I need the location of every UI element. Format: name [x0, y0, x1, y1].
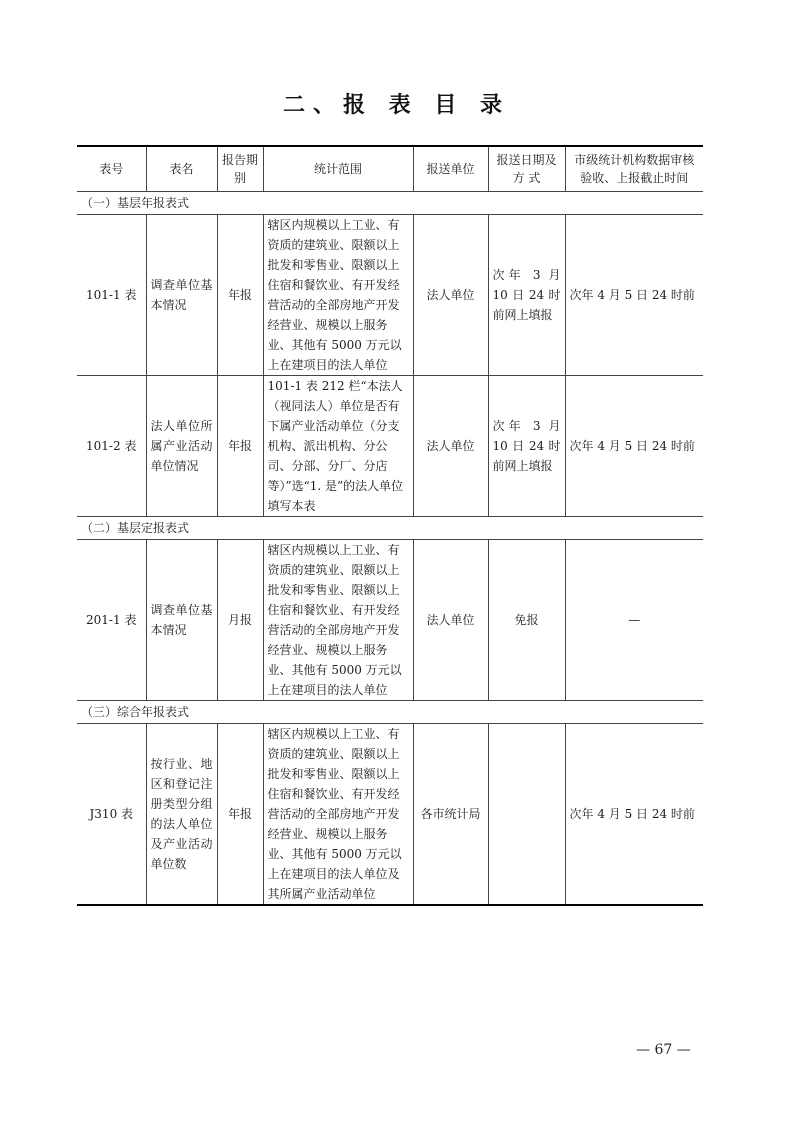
cell-date: 次年 3 月 10 日 24 时前网上填报: [488, 376, 565, 517]
cell-unit: 法人单位: [413, 540, 488, 701]
cell-deadline: 次年 4 月 5 日 24 时前: [565, 724, 703, 906]
header-deadline: 市级统计机构数据审核验收、上报截止时间: [565, 146, 703, 192]
cell-code: 101-2 表: [77, 376, 146, 517]
table-row: [77, 724, 703, 906]
page-number: — 67 —: [636, 1042, 691, 1058]
table-row: [77, 376, 703, 517]
page-title: 二、报 表 目 录: [283, 93, 510, 118]
cell-name: 调查单位基本情况: [146, 215, 217, 376]
cell-scope: 辖区内规模以上工业、有资质的建筑业、限额以上批发和零售业、限额以上住宿和餐饮业、有开发经营活动的全部房地产开发经营业、规模以上服务业、其他有 5000 万元以上在建项目的法人单位及其所属产业活动单位: [263, 724, 413, 906]
cell-date: [488, 724, 565, 906]
table-row: [77, 215, 703, 376]
cell-scope: 辖区内规模以上工业、有资质的建筑业、限额以上批发和零售业、限额以上住宿和餐饮业、有开发经营活动的全部房地产开发经营业、规模以上服务业、其他有 5000 万元以上在建项目的法人单位: [263, 540, 413, 701]
cell-period: 月报: [217, 540, 263, 701]
cell-period: 年报: [217, 376, 263, 517]
section-label: （一）基层年报表式: [77, 192, 703, 215]
cell-deadline: 次年 4 月 5 日 24 时前: [565, 215, 703, 376]
header-date: 报送日期及 方 式: [488, 146, 565, 192]
cell-unit: 各市统计局: [413, 724, 488, 906]
cell-unit: 法人单位: [413, 215, 488, 376]
header-scope: 统计范围: [263, 146, 413, 192]
section-row: [77, 192, 703, 215]
cell-name: 按行业、地区和登记注册类型分组的法人单位及产业活动单位数: [146, 724, 217, 906]
cell-deadline: —: [565, 540, 703, 701]
cell-code: 201-1 表: [77, 540, 146, 701]
cell-date: 次年 3 月 10 日 24 时前网上填报: [488, 215, 565, 376]
report-catalog-table: [77, 145, 703, 906]
cell-unit: 法人单位: [413, 376, 488, 517]
cell-period: 年报: [217, 724, 263, 906]
cell-code: 101-1 表: [77, 215, 146, 376]
cell-deadline: 次年 4 月 5 日 24 时前: [565, 376, 703, 517]
section-row: [77, 517, 703, 540]
header-row: [77, 146, 703, 192]
header-period: 报告期别: [217, 146, 263, 192]
header-unit: 报送单位: [413, 146, 488, 192]
cell-scope: 101-1 表 212 栏“本法人（视同法人）单位是否有下属产业活动单位（分支机构、派出机构、分公司、分部、分厂、分店等）”选“1. 是”的法人单位填写本表: [263, 376, 413, 517]
section-label: （二）基层定报表式: [77, 517, 703, 540]
table-row: [77, 540, 703, 701]
cell-date: 免报: [488, 540, 565, 701]
cell-period: 年报: [217, 215, 263, 376]
cell-name: 法人单位所属产业活动单位情况: [146, 376, 217, 517]
header-code: 表号: [77, 146, 146, 192]
header-name: 表名: [146, 146, 217, 192]
cell-name: 调查单位基本情况: [146, 540, 217, 701]
section-row: [77, 701, 703, 724]
cell-code: J310 表: [77, 724, 146, 906]
section-label: （三）综合年报表式: [77, 701, 703, 724]
cell-scope: 辖区内规模以上工业、有资质的建筑业、限额以上批发和零售业、限额以上住宿和餐饮业、有开发经营活动的全部房地产开发经营业、规模以上服务业、其他有 5000 万元以上在建项目的法人单位: [263, 215, 413, 376]
